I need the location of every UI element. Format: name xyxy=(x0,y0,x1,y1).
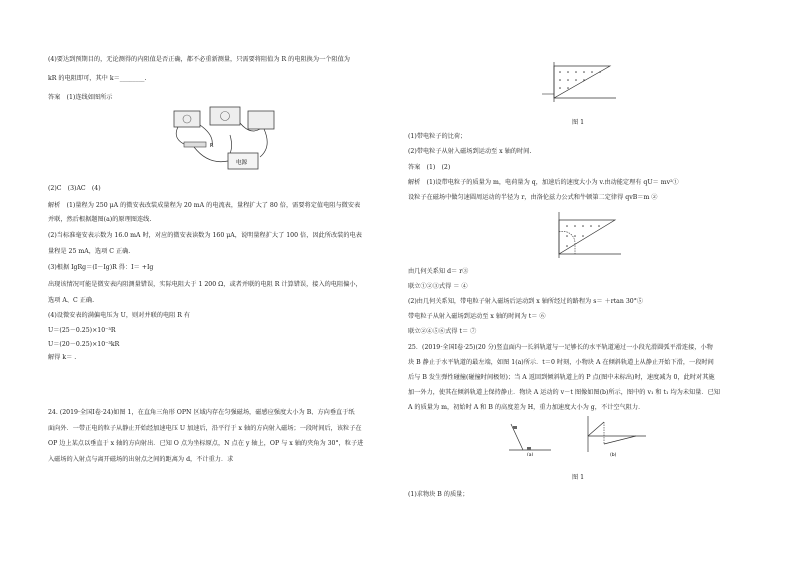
fig1b-label: 图 1 xyxy=(572,474,585,481)
q1: (1)带电粒子的比荷； xyxy=(408,133,467,140)
fig1-label: 图 1 xyxy=(572,119,585,126)
q4-line1: (4)要达到预期目的，无论测得的内阻值是否正确，都不必重新测量，只需要将阻值为 R 的电阻换为一个阻值为 xyxy=(48,56,350,63)
jiexi-7: 选项 A、C 正确. xyxy=(48,297,95,304)
jiexi-11: 解得 k＝ . xyxy=(48,354,77,361)
q2: (2)带电粒子从射入磁场到运动至 x 轴的时间. xyxy=(408,148,532,155)
q4-line2: kR 的电阻即可，其中 k＝________. xyxy=(48,75,147,82)
jiexi-10: U＝(20－0.25)×10⁻³kR xyxy=(48,341,120,348)
microammeter-icon xyxy=(174,111,200,127)
q25-line3: 后与 B 发生弹性碰撞(碰撞时间极短)；当 A 返回到倾斜轨道上的 P 点(图中未标出)时，速度减为 0，此时对其施 xyxy=(408,374,715,381)
q24-line1: 24. (2019·全国Ⅰ卷·24)如图 1，在直角三角形 OPN 区域内存在匀强磁场，磁感应强度大小为 B、方向垂直于纸 xyxy=(48,409,355,416)
geo-5: 联立②④⑤⑥式得 t＝ ⑦ xyxy=(408,328,477,335)
jiexi-5: (3)根据 IgRg＝(I－Ig)R 得：I＝ +Ig xyxy=(48,264,154,271)
fig-b-label: (b) xyxy=(610,453,617,458)
milliammeter-icon xyxy=(210,107,240,125)
ans-234: (2)C (3)AC (4) xyxy=(48,185,101,192)
trajectory-figure xyxy=(545,210,625,262)
incline-figure-a xyxy=(505,416,555,456)
circuit-figure xyxy=(168,105,280,177)
vt-graph-figure-b xyxy=(580,414,650,458)
rheostat-icon xyxy=(248,111,274,129)
ans: 答案 (1) (2) xyxy=(408,164,451,171)
answer-line: 答案 (1)连线如图所示 xyxy=(48,94,113,101)
resistor-icon xyxy=(184,142,206,147)
jiexi-6: 出现该情况可能是微安表内阻测量错误，实际电阻大于 1 200 Ω，或者并联的电阻 R 计算错误，接入的电阻偏小， xyxy=(48,281,362,288)
q25-line2: 块 B 静止于水平轨道的最左端，如图 1(a)所示．t＝0 时刻，小物块 A 在倾斜轨道上从静止开始下滑，一段时间 xyxy=(408,359,714,366)
q25-line4: 加一外力，使其在倾斜轨道上保持静止．物块 A 运动的 v－t 图像如图(b)所示，图中的 v₁ 和 t₁ 均为未知量．已知 xyxy=(408,389,720,396)
jx-1: 解析 (1)设带电粒子的质量为 m，电荷量为 q，加速后的速度大小为 v.由动能定理有 qU＝ mv²① xyxy=(408,179,679,186)
q24-line2: 面向外．一带正电的粒子从静止开始经加速电压 U 加速后，沿平行于 x 轴的方向射入磁场；一段时间后，该粒子在 xyxy=(48,425,362,432)
resistor-label: R xyxy=(210,143,214,149)
jiexi-2: 并联，然后根据题图(a)的原理图连线. xyxy=(48,216,152,223)
magnetic-field-figure xyxy=(540,58,620,106)
fig-a-label: (a) xyxy=(527,453,534,456)
geo-1: 由几何关系知 d＝ r③ xyxy=(408,268,469,275)
geo-3: (2)由几何关系知，带电粒子射入磁场后运动到 x 轴所经过的路程为 s＝ ＋rtan 30°⑤ xyxy=(408,298,643,305)
q24-line3: OP 边上某点以垂直于 x 轴的方向射出．已知 O 点为坐标原点，N 点在 y 轴上，OP 与 x 轴的夹角为 30°，粒子进 xyxy=(48,440,364,447)
geo-4: 带电粒子从射入磁场到运动至 x 轴的时间为 t＝ ⑥ xyxy=(408,313,546,320)
jiexi-1: 解析 (1)量程为 250 μA 的微安表改装成量程为 20 mA 的电流表，量程扩大了 80 倍，需要将定值电阻与微安表 xyxy=(48,202,361,209)
q25-q1: (1)求物块 B 的质量； xyxy=(408,491,469,498)
q25-line1: 25．(2019·全国Ⅰ卷·25)(20 分)竖直面内一长斜轨道与一足够长的水平轨道通过一小段光滑圆弧平滑连接，小物 xyxy=(408,344,713,351)
jiexi-8: (4)设微安表的满偏电压为 U，则对并联的电阻 R 有 xyxy=(48,312,191,319)
jiexi-4: 量程是 25 mA，选项 C 正确. xyxy=(48,248,131,255)
jiexi-3: (2)当标准毫安表示数为 16.0 mA 时，对应的微安表读数为 160 μA，说明量程扩大了 100 倍，因此所改装的电表 xyxy=(48,232,362,239)
power-supply-label: 电源 xyxy=(236,160,248,166)
jx-2: 设粒子在磁场中做匀速圆周运动的半径为 r，由洛伦兹力公式和牛顿第二定律得 qvB＝m ② xyxy=(408,194,658,201)
q24-line4: 入磁场的入射点与离开磁场的出射点之间的距离为 d，不计重力．求 xyxy=(48,456,234,463)
q25-line5: A 的质量为 m，初始时 A 和 B 的高度差为 H，重力加速度大小为 g，不计空气阻力． xyxy=(408,404,645,411)
jiexi-9: U＝(25－0.25)×10⁻³R xyxy=(48,327,116,334)
geo-2: 联立①②③式得 ＝ ④ xyxy=(408,283,468,290)
